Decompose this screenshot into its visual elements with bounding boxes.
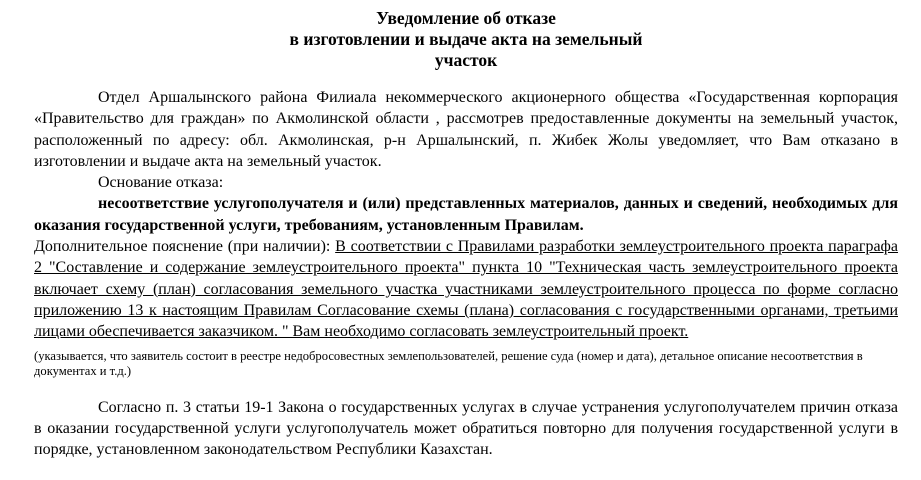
additional-explanation-text: В соответствии с Правилами разработки землеустроительного проекта параграфа 2 "Составление и содержание землеустроительного проекта" пункта 10 "Техническая часть землеустроительного проекта включает схему (план) согласования земельного участка участниками землеустроительного процесса по форме согласно приложению 13 к настоящим Правилам Согласование схемы (плана) согласования с государственными органами, третьими лицами обеспечивается заказчиком. " Вам необходимо согласовать землеустроительный проект. xyxy=(34,238,899,341)
refusal-basis-label: Основание отказа: xyxy=(98,174,224,192)
refusal-basis-text: несоответствие услугополучателя и (или) представленных материалов, данных и сведений, необходимых для оказания государственной услуги, требованиям, установленным Правилам. xyxy=(34,195,898,234)
additional-explanation xyxy=(34,236,898,342)
closing-paragraph: Согласно п. 3 статьи 19-1 Закона о государственных услугах в случае устранения услугополучателем причин отказа в оказании государственной услуги услугополучатель может обратиться повторно для получения государственной услуги в порядке, установленном законодательством Республики Казахстан. xyxy=(34,398,898,459)
explanation-note: (указывается, что заявитель состоит в реестре недобросовестных землепользователей, решение суда (номер и дата), детальное описание несоответствия в документах и т.д.) xyxy=(34,348,863,379)
title-line-2: в изготовлении и выдаче акта на земельный xyxy=(289,29,643,49)
document-page xyxy=(34,8,898,460)
intro-paragraph: Отдел Аршалынского района Филиала некоммерческого акционерного общества «Государственная корпорация «Правительство для граждан» по Акмолинской области , рассмотрев предоставленные документы на земельный участок, расположенный по адресу: обл. Акмолинская, р-н Аршалынский, п. Жибек Жолы уведомляет, что Вам отказано в изготовлении и выдаче акта на земельный участок. xyxy=(34,89,898,170)
title-line-1: Уведомление об отказе xyxy=(376,8,556,28)
title-line-3: участок xyxy=(434,50,498,70)
additional-explanation-label: Дополнительное пояснение (при наличии): xyxy=(34,238,331,256)
document-title xyxy=(34,8,898,71)
